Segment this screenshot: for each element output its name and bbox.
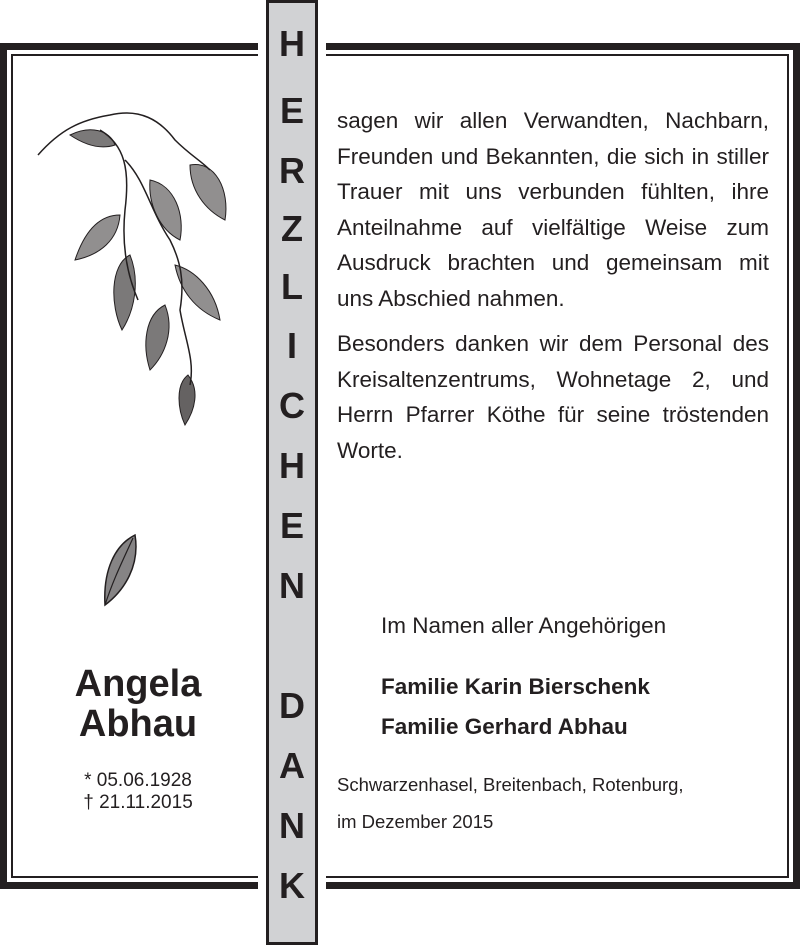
banner-letter: I (286, 325, 297, 366)
banner-letter: K (279, 865, 305, 906)
signature-family-2: Familie Gerhard Abhau (381, 714, 628, 739)
banner-letter: L (281, 266, 303, 307)
signature-intro: Im Namen aller Angehörigen (381, 613, 667, 638)
banner-letter: Z (281, 208, 303, 249)
banner-letter: E (279, 505, 304, 546)
deceased-name (13, 664, 263, 744)
hanging-leaves-icon (30, 100, 240, 430)
banner-letter: E (279, 90, 304, 131)
banner-letter: A (279, 745, 305, 786)
signature-family-1: Familie Karin Bierschenk (381, 674, 650, 699)
banner-letter: H (279, 23, 305, 64)
message-paragraph-1: sagen wir allen Verwandten, Nachbarn, Freunden und Bekannten, die sich in stiller Trauer mit uns verbunden fühlten, ihre Anteilnahme auf vielfältige Weise zum Ausdruck brachten und gemeinsam mit uns Abschied nahmen. (337, 108, 769, 311)
life-dates (13, 770, 263, 814)
banner-text-herzlichen-dank (269, 0, 315, 945)
message-paragraph-2: Besonders danken wir dem Personal des Kreisaltenzentrums, Wohnetage 2, und Herrn Pfarrer Köthe für seine tröstenden Worte. (337, 331, 769, 463)
banner-letter: C (279, 385, 305, 426)
banner-letter: D (279, 685, 305, 726)
footer-places: Schwarzenhasel, Breitenbach, Rotenburg, (337, 774, 684, 795)
thanks-message (337, 103, 769, 468)
banner-letter: N (279, 565, 305, 606)
death-date: † 21.11.2015 (83, 792, 193, 813)
footer-date: im Dezember 2015 (337, 811, 494, 832)
banner-letter: N (279, 805, 305, 846)
first-name: Angela (74, 663, 202, 705)
last-name: Abhau (78, 703, 198, 745)
birth-date: * 05.06.1928 (84, 770, 192, 791)
banner-letter: H (279, 445, 305, 486)
falling-leaf-icon (95, 530, 145, 610)
banner-letter: R (279, 150, 305, 191)
